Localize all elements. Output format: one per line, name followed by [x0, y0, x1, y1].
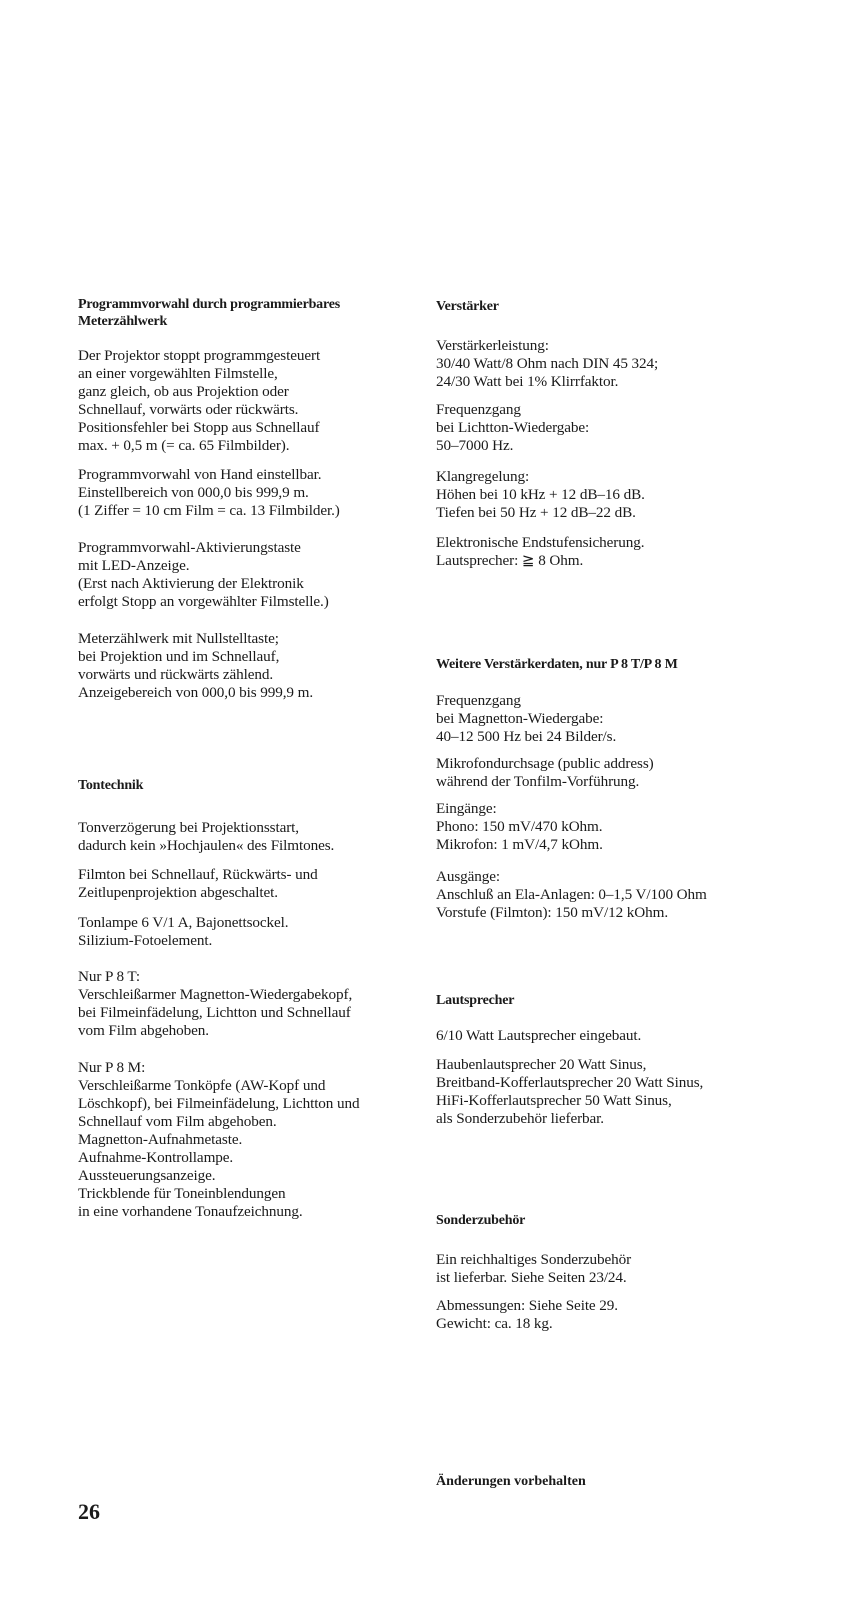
sonderzubehoer-paragraph-1: Ein reichhaltiges Sonderzubehör ist lieferbar. Siehe Seiten 23/24.: [436, 1251, 632, 1286]
programmvorwahl-heading: Programmvorwahl durch programmierbares Meterzählwerk: [78, 297, 340, 329]
weitere-paragraph-4: Ausgänge: Anschluß an Ela-Anlagen: 0–1,5 V/100 Ohm Vorstufe (Filmton): 150 mV/12 kOhm.: [436, 868, 707, 921]
footer-note: Änderungen vorbehalten: [436, 1474, 586, 1489]
tontechnik-paragraph-3: Tonlampe 6 V/1 A, Bajonettsockel. Silizium-Fotoelement.: [78, 914, 289, 949]
lautsprecher-paragraph-1: 6/10 Watt Lautsprecher eingebaut.: [436, 1027, 642, 1044]
programmvorwahl-paragraph-2: Programmvorwahl von Hand einstellbar. Einstellbereich von 000,0 bis 999,9 m. (1 Ziffer = 10 cm Film = ca. 13 Filmbilder.): [78, 466, 340, 519]
sonderzubehoer-heading: Sonderzubehör: [436, 1213, 526, 1228]
page-number: 26: [78, 1499, 100, 1524]
verstaerker-paragraph-1: Verstärkerleistung: 30/40 Watt/8 Ohm nach DIN 45 324; 24/30 Watt bei 1% Klirrfaktor.: [436, 337, 659, 390]
verstaerker-paragraph-3: Klangregelung: Höhen bei 10 kHz + 12 dB–16 dB. Tiefen bei 50 Hz + 12 dB–22 dB.: [436, 468, 645, 521]
tontechnik-paragraph-5: Nur P 8 M: Verschleißarme Tonköpfe (AW-Kopf und Löschkopf), bei Filmeinfädelung, Lichtton und Schnellauf vom Film abgehoben. Magnetton-Aufnahmetaste. Aufnahme-Kontrollampe. Aussteuerungsanzeige. Trickblende für Toneinblendungen in eine vorhandene Tonaufzeichnung.: [78, 1059, 360, 1220]
weitere-paragraph-3: Eingänge: Phono: 150 mV/470 kOhm. Mikrofon: 1 mV/4,7 kOhm.: [436, 800, 603, 853]
weitere-paragraph-2: Mikrofondurchsage (public address) während der Tonfilm-Vorführung.: [436, 755, 654, 790]
tontechnik-paragraph-4: Nur P 8 T: Verschleißarmer Magnetton-Wiedergabekopf, bei Filmeinfädelung, Lichtton und Schnellauf vom Film abgehoben.: [78, 968, 353, 1039]
programmvorwahl-paragraph-3: Programmvorwahl-Aktivierungstaste mit LED-Anzeige. (Erst nach Aktivierung der Elektronik erfolgt Stopp an vorgewählter Filmstelle.): [78, 539, 329, 610]
tontechnik-paragraph-2: Filmton bei Schnellauf, Rückwärts- und Zeitlupenprojektion abgeschaltet.: [78, 866, 318, 901]
tontechnik-paragraph-1: Tonverzögerung bei Projektionsstart, dadurch kein »Hochjaulen« des Filmtones.: [78, 819, 335, 854]
verstaerker-heading: Verstärker: [436, 299, 499, 314]
weitere-heading: Weitere Verstärkerdaten, nur P 8 T/P 8 M: [436, 657, 678, 672]
weitere-paragraph-1: Frequenzgang bei Magnetton-Wiedergabe: 40–12 500 Hz bei 24 Bilder/s.: [436, 692, 617, 745]
lautsprecher-heading: Lautsprecher: [436, 993, 515, 1008]
programmvorwahl-paragraph-1: Der Projektor stoppt programmgesteuert an einer vorgewählten Filmstelle, ganz gleich, ob aus Projektion oder Schnellauf, vorwärts oder rückwärts. Positionsfehler bei Stopp aus Schnellauf max. + 0,5 m (= ca. 65 Filmbilder).: [78, 347, 321, 454]
sonderzubehoer-paragraph-2: Abmessungen: Siehe Seite 29. Gewicht: ca. 18 kg.: [436, 1297, 618, 1332]
lautsprecher-paragraph-2: Haubenlautsprecher 20 Watt Sinus, Breitband-Kofferlautsprecher 20 Watt Sinus, HiFi-Kofferlautsprecher 50 Watt Sinus, als Sonderzubehör lieferbar.: [436, 1056, 704, 1127]
verstaerker-paragraph-4: Elektronische Endstufensicherung. Lautsprecher: ≧ 8 Ohm.: [436, 534, 645, 569]
verstaerker-paragraph-2: Frequenzgang bei Lichtton-Wiedergabe: 50–7000 Hz.: [436, 401, 590, 454]
tontechnik-heading: Tontechnik: [78, 778, 144, 793]
programmvorwahl-paragraph-4: Meterzählwerk mit Nullstelltaste; bei Projektion und im Schnellauf, vorwärts und rückwärts zählend. Anzeigebereich von 000,0 bis 999,9 m.: [78, 630, 314, 701]
